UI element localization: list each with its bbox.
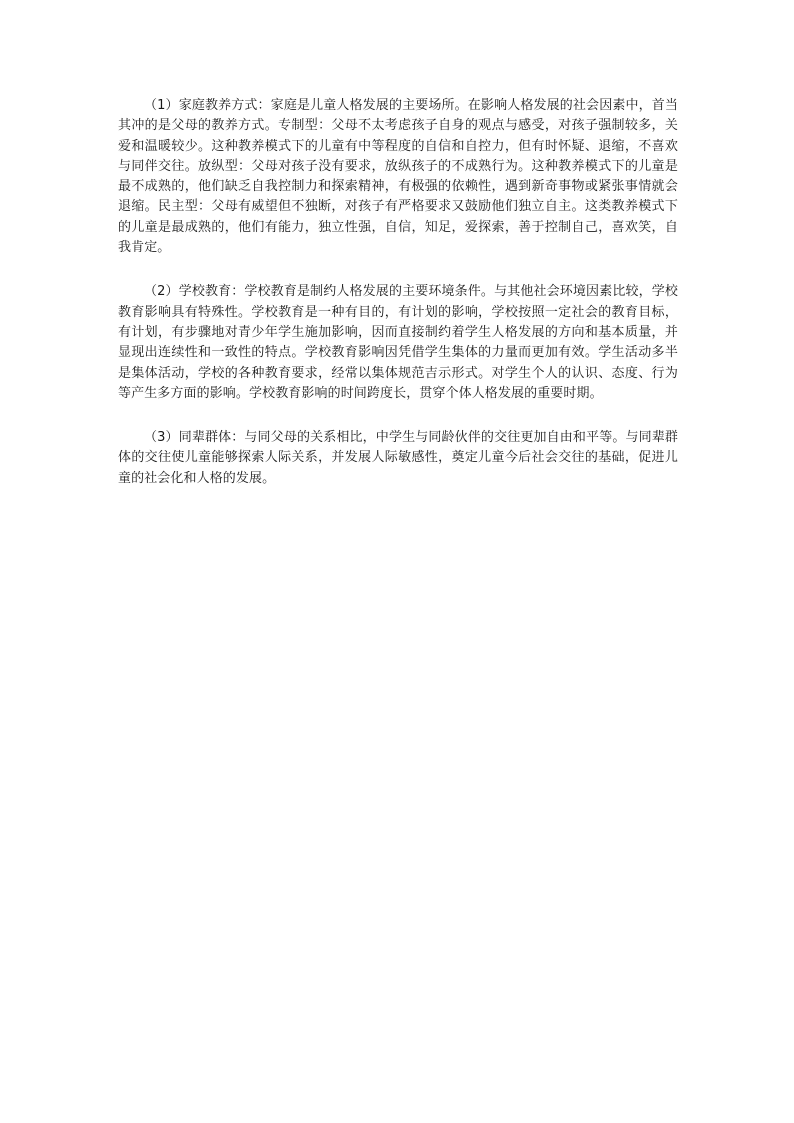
paragraph-family-parenting: （1）家庭教养方式：家庭是儿童人格发展的主要场所。在影响人格发展的社会因素中，首当其冲的是父母的教养方式。专制型：父母不太考虑孩子自身的观点与感受，对孩子强制较多，关爱和温暖较少。这种教养模式下的儿童有中等程度的自信和自控力，但有时怀疑、退缩，不喜欢与同伴交往。放纵型：父母对孩子没有要求，放纵孩子的不成熟行为。这种教养模式下的儿童是最不成熟的，他们缺乏自我控制力和探索精神，有极强的依赖性，遇到新奇事物或紧张事情就会退缩。民主型：父母有威望但不独断，对孩子有严格要求又鼓励他们独立自主。这类教养模式下的儿童是最成熟的，他们有能力，独立性强，自信，知足，爱探索，善于控制自己，喜欢笑，自我肯定。 (118, 98, 678, 256)
paragraph-school-education: （2）学校教育：学校教育是制约人格发展的主要环境条件。与其他社会环境因素比较，学校教育影响具有特殊性。学校教育是一种有目的，有计划的影响，学校按照一定社会的教育目标，有计划，有步骤地对青少年学生施加影响，因而直接制约着学生人格发展的方向和基本质量，并显现出连续性和一致性的特点。学校教育影响因凭借学生集体的力量而更加有效。学生活动多半是集体活动，学校的各种教育要求，经常以集体规范吉示形式。对学生个人的认识、态度、行为等产生多方面的影响。学校教育影响的时间跨度长，贯穿个体人格发展的重要时期。 (118, 284, 678, 401)
document-body (118, 96, 678, 513)
paragraph-peer-group: （3）同辈群体：与同父母的关系相比，中学生与同龄伙伴的交往更加自由和平等。与同辈群体的交往使儿童能够探索人际关系，并发展人际敏感性，奠定儿童今后社会交往的基础，促进儿童的社会化和人格的发展。 (118, 430, 678, 486)
